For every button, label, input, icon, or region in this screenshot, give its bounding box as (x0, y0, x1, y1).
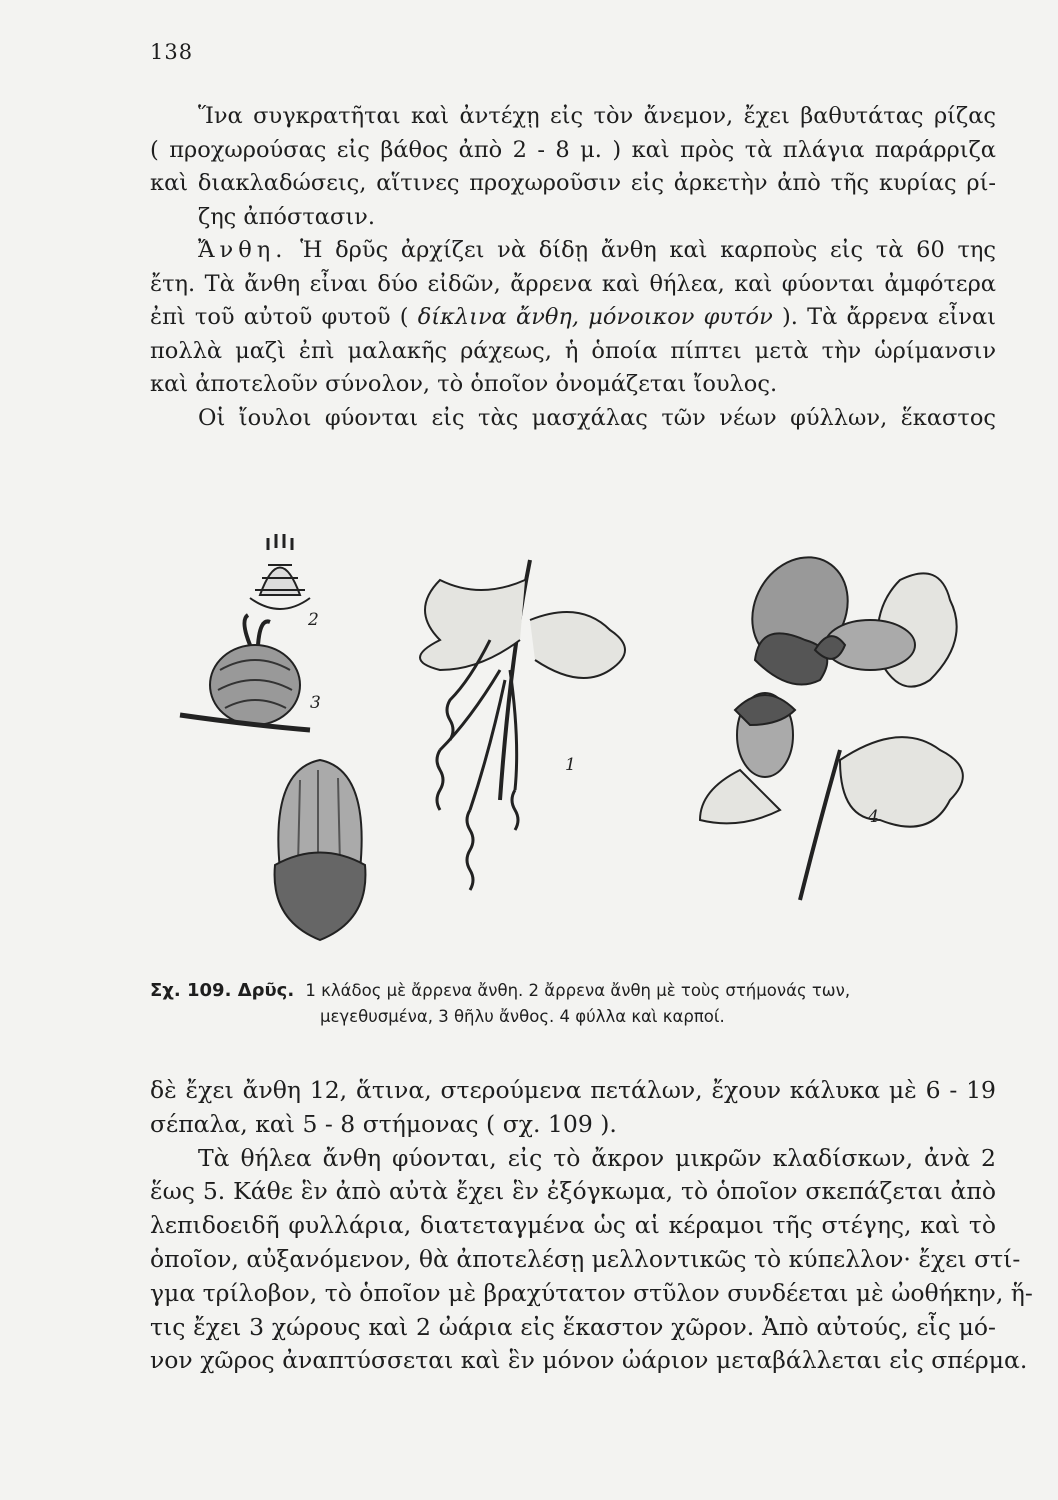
text-line (150, 301, 996, 335)
page-number: 138 (150, 40, 194, 64)
text-line: πολλὰ μαζὶ ἐπὶ μαλακῆς ράχεως, ἡ ὁποία πίπτει μετὰ τὴν ὡρίμανσιν (150, 337, 996, 364)
figure-label-1: 1 (565, 755, 576, 775)
caption-text: 1 κλάδος μὲ ἄρρενα ἄνθη. 2 ἄρρενα ἄνθη μὲ τοὺς στήμονάς των, (305, 981, 851, 1000)
text-line: τις ἔχει 3 χώρους καὶ 2 ὠάρια εἰς ἕκαστον χῶρον. Ἀπὸ αὐτούς, εἷς μό- (150, 1312, 996, 1341)
text-line: ἔτη. Τὰ ἄνθη εἶναι δύο εἰδῶν, ἄρρενα καὶ θήλεα, καὶ φύονται ἀμφότερα (150, 270, 996, 297)
paragraph-female-flowers (150, 1142, 1033, 1379)
branch-catkins-drawing (420, 560, 625, 890)
text-line: σέπαλα, καὶ 5 - 8 στήμονας ( σχ. 109 ). (150, 1109, 617, 1138)
caption-line (150, 981, 850, 1000)
text-fragment: Ἡ δρῦς ἀρχίζει νὰ δίδῃ ἄνθη καὶ καρποὺς εἰς τὰ 60 της (300, 237, 997, 263)
text-line: δὲ ἔχει ἄνθη 12, ἅτινα, στερούμενα πετάλων, ἔχουν κάλυκα μὲ 6 - 19 (150, 1076, 996, 1104)
text-line: Οἱ ἴουλοι φύονται εἰς τὰς μασχάλας τῶν νέων φύλλων, ἕκαστος (198, 404, 996, 431)
text-line: ζης ἀπόστασιν. (198, 203, 375, 230)
oak-illustration (140, 520, 1010, 980)
text-line: ὁποῖον, αὐξανόμενον, θὰ ἀποτελέσῃ μελλοντικῶς τὸ κύπελλον· ἔχει στί- (150, 1244, 1021, 1273)
text-line: καὶ διακλαδώσεις, αἵτινες προχωροῦσιν εἰς ἀρκετὴν ἀπὸ τῆς κυρίας ρί- (150, 170, 996, 196)
oak-figure-svg (140, 520, 1010, 980)
figure-label-2: 2 (308, 610, 319, 630)
paragraph-continuation (150, 1074, 996, 1142)
text-line: Τὰ θήλεα ἄνθη φύονται, εἰς τὸ ἄκρον μικρῶν κλαδίσκων, ἀνὰ 2 (198, 1143, 996, 1172)
female-flower-drawing (180, 615, 310, 730)
figure-label-3: 3 (310, 693, 321, 713)
figure-label-4: 4 (868, 807, 879, 827)
italic-term: δίκλινα ἄνθη, μόνοικον φυτόν (417, 304, 773, 330)
caption-line: μεγεθυσμένα, 3 θῆλυ ἄνθος. 4 φύλλα καὶ καρποί. (320, 1007, 725, 1026)
text-line: λεπιδοειδῆ φυλλάρια, διατεταγμένα ὡς αἱ κέραμοι τῆς στέγης, καὶ τὸ (150, 1211, 996, 1240)
text-fragment: ). Τὰ ἄρρενα εἶναι (781, 304, 997, 330)
leaves-acorns-drawing (700, 540, 963, 900)
text-line: Ἵνα συγκρατῆται καὶ ἀντέχῃ εἰς τὸν ἄνεμον, ἔχει βαθυτάτας ρίζας (198, 103, 996, 129)
figure-caption (150, 978, 1010, 1030)
text-line: ἕως 5. Κάθε ἓν ἀπὸ αὐτὰ ἔχει ἓν ἐξόγκωμα, τὸ ὁποῖον σκεπάζεται ἀπὸ (150, 1177, 996, 1206)
male-flower-drawing (250, 534, 310, 609)
caption-head: Σχ. 109. Δρῦς. (150, 980, 295, 1001)
text-line: καὶ ἀποτελοῦν σύνολον, τὸ ὁποῖον ὀνομάζεται ἴουλος. (150, 371, 778, 397)
paragraph-catkins (150, 402, 996, 436)
text-fragment: ἐπὶ τοῦ αὐτοῦ φυτοῦ ( (150, 304, 409, 330)
text-line: νον χῶρος ἀναπτύσσεται καὶ ἓν μόνον ὠάριον μεταβάλλεται εἰς σπέρμα. (150, 1346, 1028, 1375)
text-block-top (150, 100, 996, 435)
section-heading: Ἄνθη. (198, 237, 288, 263)
text-line (150, 234, 996, 268)
text-line: ( προχωρούσας εἰς βάθος ἀπὸ 2 - 8 μ. ) καὶ πρὸς τὰ πλάγια παράρριζα (150, 136, 996, 163)
paragraph-roots (150, 100, 996, 234)
text-block-bottom (150, 1074, 1033, 1378)
paragraph-flowers (150, 234, 996, 402)
acorn-drawing (275, 760, 366, 940)
text-line: γμα τρίλοβον, τὸ ὁποῖον μὲ βραχύτατον στῦλον συνδέεται μὲ ὠοθήκην, ἥ- (150, 1278, 1033, 1307)
